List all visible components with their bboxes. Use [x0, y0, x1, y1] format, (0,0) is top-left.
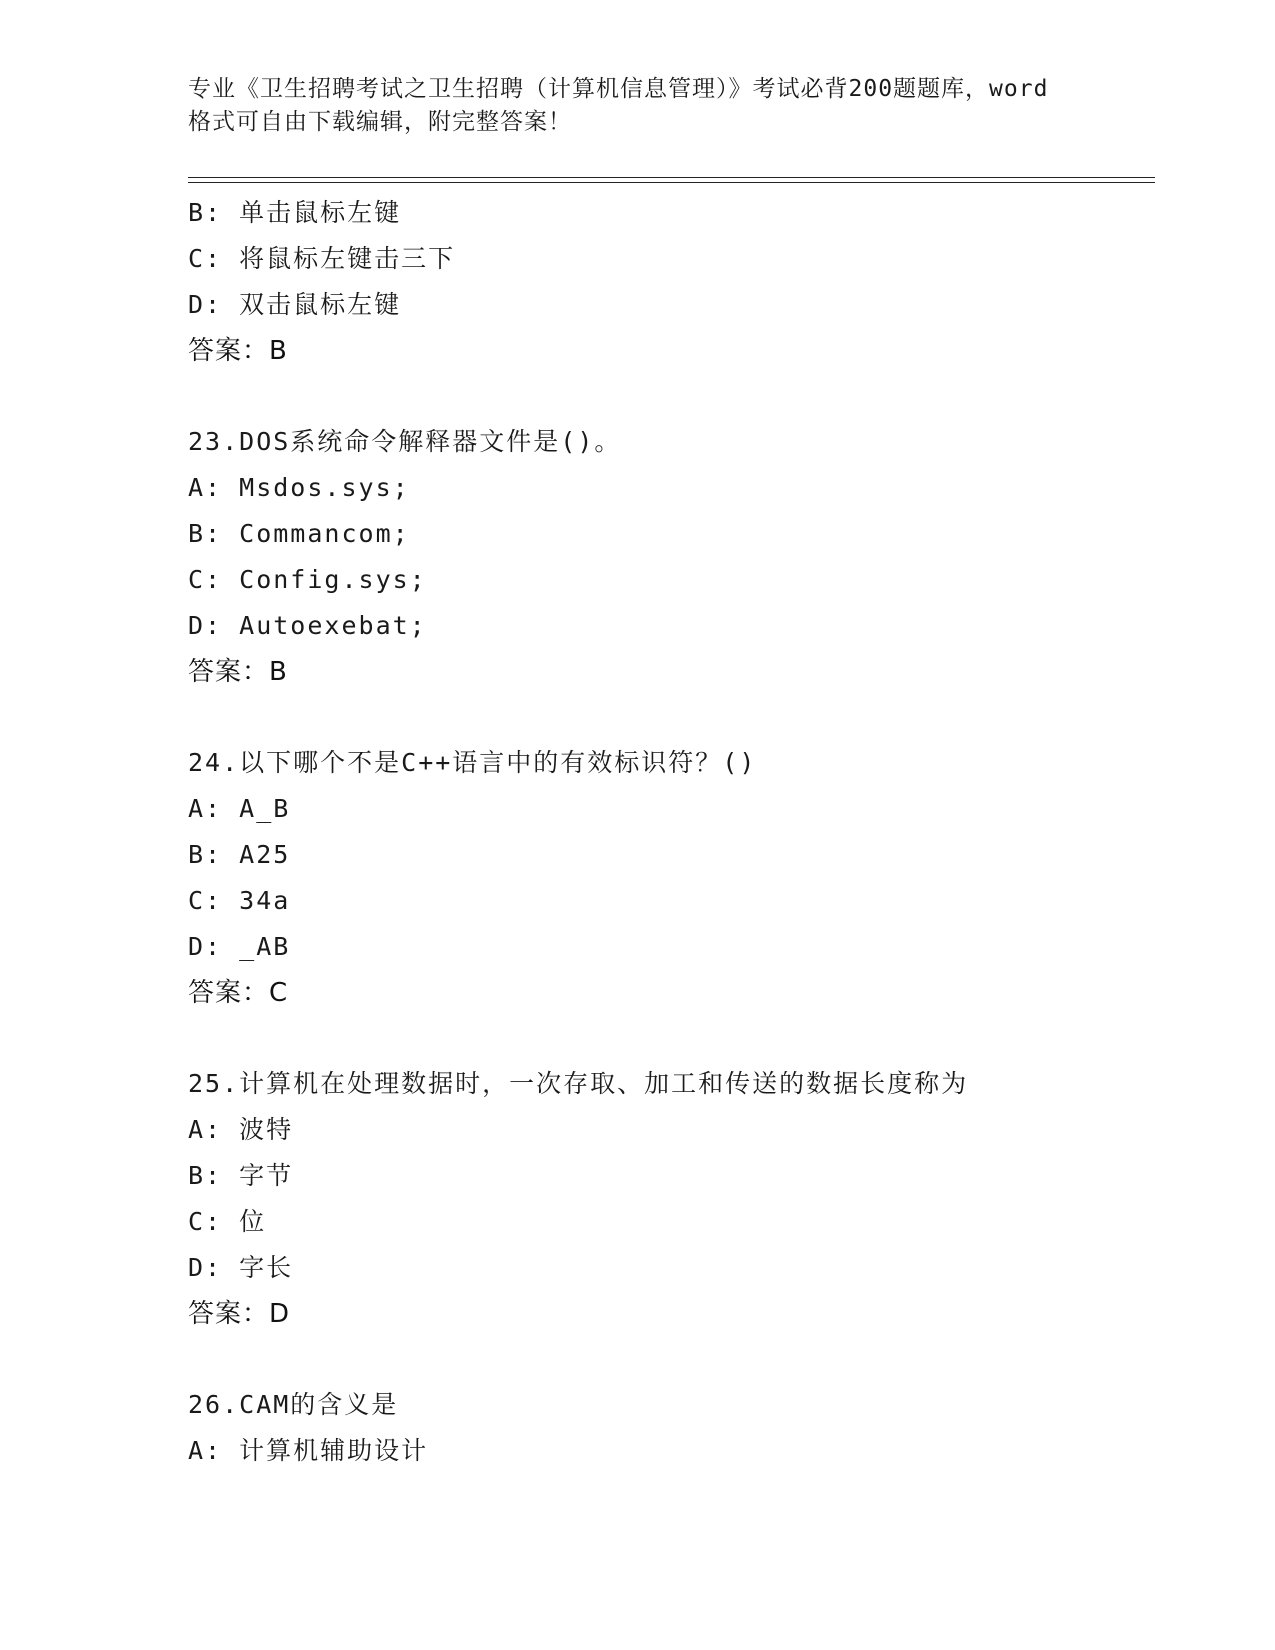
answer-line: 答案：D: [188, 1299, 291, 1329]
question-22-continued: [188, 190, 1155, 374]
option-d: D: 字长: [188, 1253, 294, 1282]
answer-line: 答案：B: [188, 657, 288, 687]
option-c: C: 位: [188, 1207, 267, 1236]
question-list: [188, 190, 1155, 1474]
document-header: [188, 73, 1108, 139]
option-c: C: 34a: [188, 886, 291, 915]
option-c: C: 将鼠标左键击三下: [188, 244, 456, 273]
spacer: [188, 1016, 1155, 1061]
question-stem: 26.CAM的含义是: [188, 1390, 399, 1419]
option-d: D: 双击鼠标左键: [188, 290, 402, 319]
option-c: C: Config.sys;: [188, 565, 427, 594]
answer-line: 答案：B: [188, 336, 288, 366]
option-a: A: 计算机辅助设计: [188, 1436, 429, 1465]
header-rule-top: [188, 177, 1155, 178]
option-b: B: A25: [188, 840, 291, 869]
option-a: A: A_B: [188, 794, 291, 823]
option-a: A: Msdos.sys;: [188, 473, 410, 502]
option-b: B: Commancom;: [188, 519, 410, 548]
header-title-line-2: 格式可自由下载编辑，附完整答案！: [188, 109, 572, 135]
spacer: [188, 1337, 1155, 1382]
question-stem: 23.DOS系统命令解释器文件是()。: [188, 427, 622, 456]
header-title-line-1: 专业《卫生招聘考试之卫生招聘（计算机信息管理）》考试必背200题题库，word: [188, 76, 1049, 102]
header-rule-bottom: [188, 182, 1155, 183]
question-stem: 25.计算机在处理数据时，一次存取、加工和传送的数据长度称为: [188, 1069, 969, 1098]
option-b: B: 字节: [188, 1161, 294, 1190]
question-25: [188, 1061, 1155, 1337]
spacer: [188, 695, 1155, 740]
question-24: [188, 740, 1155, 1016]
spacer: [188, 374, 1155, 419]
option-a: A: 波特: [188, 1115, 294, 1144]
answer-line: 答案：C: [188, 978, 289, 1008]
question-23: [188, 419, 1155, 695]
option-b: B: 单击鼠标左键: [188, 198, 402, 227]
question-26: [188, 1382, 1155, 1474]
question-stem: 24.以下哪个不是C++语言中的有效标识符？(): [188, 748, 757, 777]
option-d: D: _AB: [188, 932, 291, 961]
option-d: D: Autoexebat;: [188, 611, 427, 640]
